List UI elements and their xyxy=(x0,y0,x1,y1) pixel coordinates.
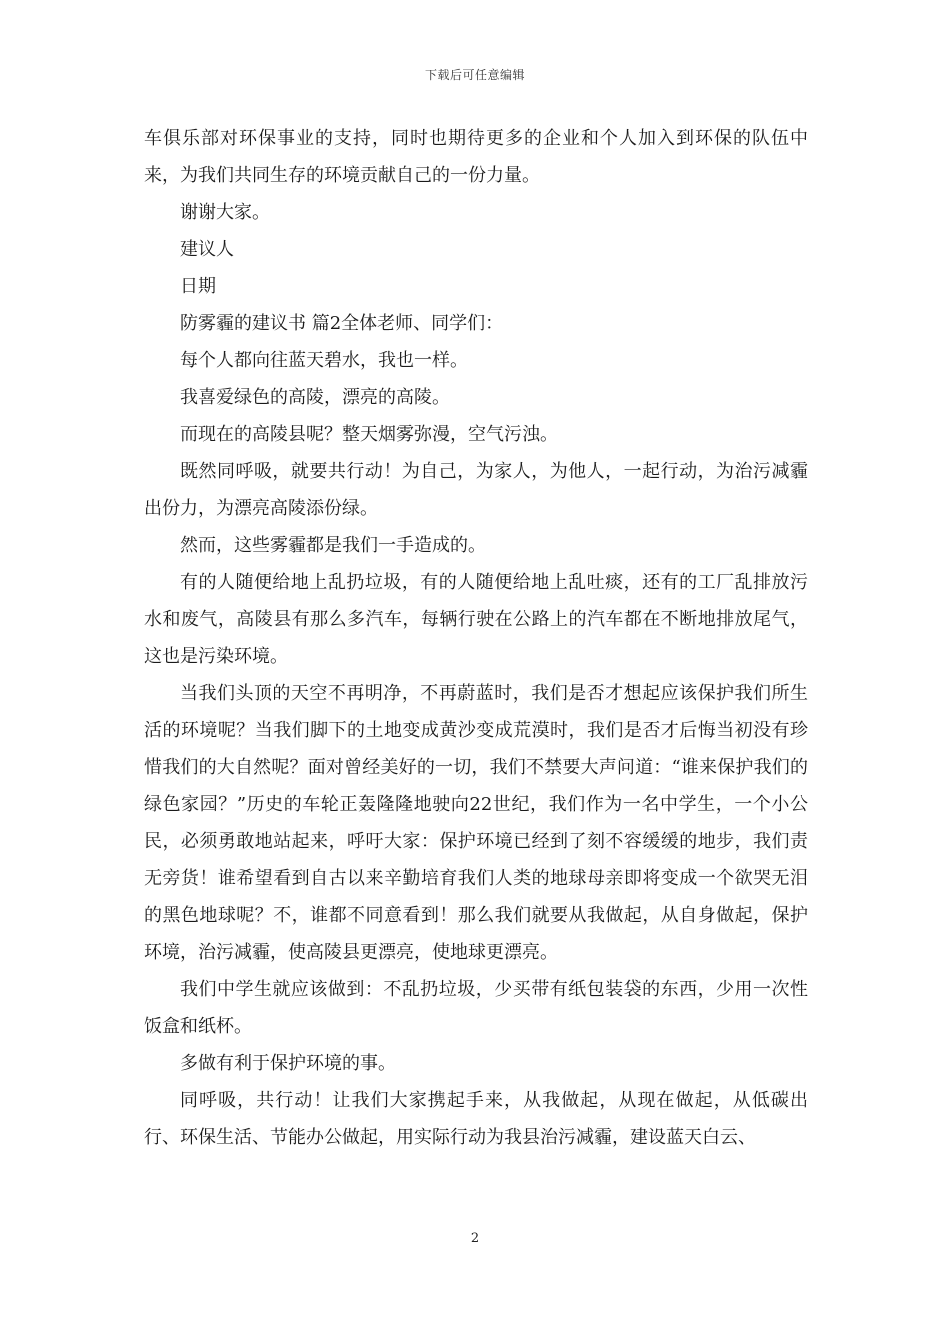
paragraph: 谢谢大家。 xyxy=(180,202,270,223)
paragraph: 车俱乐部对环保事业的支持，同时也期待更多的企业和个人加入到环保的队伍中来，为我们共同生存的环境贡献自己的一份力量。 xyxy=(144,128,808,186)
paragraph: 日期 xyxy=(180,276,216,297)
paragraph: 我们中学生就应该做到：不乱扔垃圾，少买带有纸包装袋的东西，少用一次性饭盒和纸杯。 xyxy=(144,979,808,1037)
paragraph: 而现在的高陵县呢？整天烟雾弥漫，空气污浊。 xyxy=(180,424,558,445)
paragraph: 每个人都向往蓝天碧水，我也一样。 xyxy=(180,350,468,371)
paragraph: 我喜爱绿色的高陵，漂亮的高陵。 xyxy=(180,387,450,408)
paragraph: 然而，这些雾霾都是我们一手造成的。 xyxy=(180,535,486,556)
paragraph: 多做有利于保护环境的事。 xyxy=(180,1053,396,1074)
paragraph: 同呼吸，共行动！让我们大家携起手来，从我做起，从现在做起，从低碳出行、环保生活、节能办公做起，用实际行动为我县治污减霾，建设蓝天白云、 xyxy=(144,1090,808,1148)
document-body xyxy=(144,120,808,1156)
paragraph: 有的人随便给地上乱扔垃圾，有的人随便给地上乱吐痰，还有的工厂乱排放污水和废气，高陵县有那么多汽车，每辆行驶在公路上的汽车都在不断地排放尾气，这也是污染环境。 xyxy=(144,572,808,667)
paragraph: 建议人 xyxy=(180,239,234,260)
page-header: 下载后可任意编辑 xyxy=(424,68,525,82)
section-heading: 防雾霾的建议书 篇2全体老师、同学们： xyxy=(180,313,504,334)
page-number: 2 xyxy=(470,1231,480,1246)
paragraph: 当我们头顶的天空不再明净，不再蔚蓝时，我们是否才想起应该保护我们所生活的环境呢？当我们脚下的土地变成黄沙变成荒漠时，我们是否才后悔当初没有珍惜我们的大自然呢？面对曾经美好的一切，我们不禁要大声问道：“谁来保护我们的绿色家园？”历史的车轮正轰隆隆地驶向22世纪，我们作为一名中学生，一个小公民，必须勇敢地站起来，呼吁大家：保护环境已经到了刻不容缓缓的地步，我们责无旁货！谁希望看到自古以来辛勤培育我们人类的地球母亲即将变成一个欲哭无泪的黑色地球呢？不，谁都不同意看到！那么我们就要从我做起，从自身做起，保护环境，治污减霾，使高陵县更漂亮，使地球更漂亮。 xyxy=(144,683,808,963)
paragraph: 既然同呼吸，就要共行动！为自己，为家人，为他人，一起行动，为治污减霾出份力，为漂亮高陵添份绿。 xyxy=(144,461,808,519)
